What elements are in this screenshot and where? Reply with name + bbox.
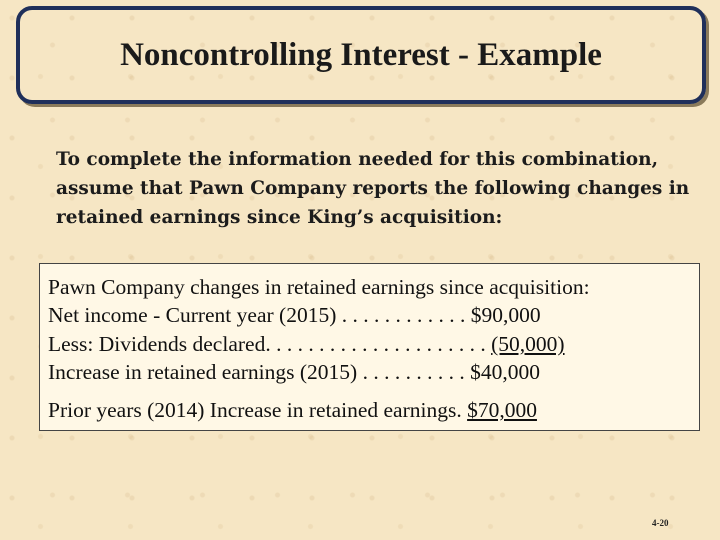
prior-years-value: $70,000 [467,398,537,422]
intro-text: To complete the information needed for this combination, assume that Pawn Company reports the following changes in retained earnings since King’s acquisition: [56,149,690,228]
prior-years-label: Prior years (2014) Increase in retained earnings. [48,398,468,422]
increase-row [48,358,540,386]
title-box [16,6,706,104]
retained-earnings-box [39,263,700,431]
dividends-row [48,330,565,358]
increase-value: $40,000 [470,360,540,384]
net-income-value: $90,000 [470,303,541,327]
net-income-label: Net income - Current year (2015) . . . . . . . . . . . . [48,303,471,327]
dividends-value: (50,000) [491,332,565,356]
dividends-label: Less: Dividends declared. . . . . . . . . . . . . . . . . . . . . [48,332,492,356]
prior-years-row [48,396,537,424]
slide-title: Noncontrolling Interest - Example [120,36,602,73]
box-heading: Pawn Company changes in retained earnings since acquisition: [48,275,590,299]
page-number: 4-20 [652,518,669,528]
net-income-row [48,301,541,329]
increase-label: Increase in retained earnings (2015) . . . . . . . . . . [48,360,471,384]
